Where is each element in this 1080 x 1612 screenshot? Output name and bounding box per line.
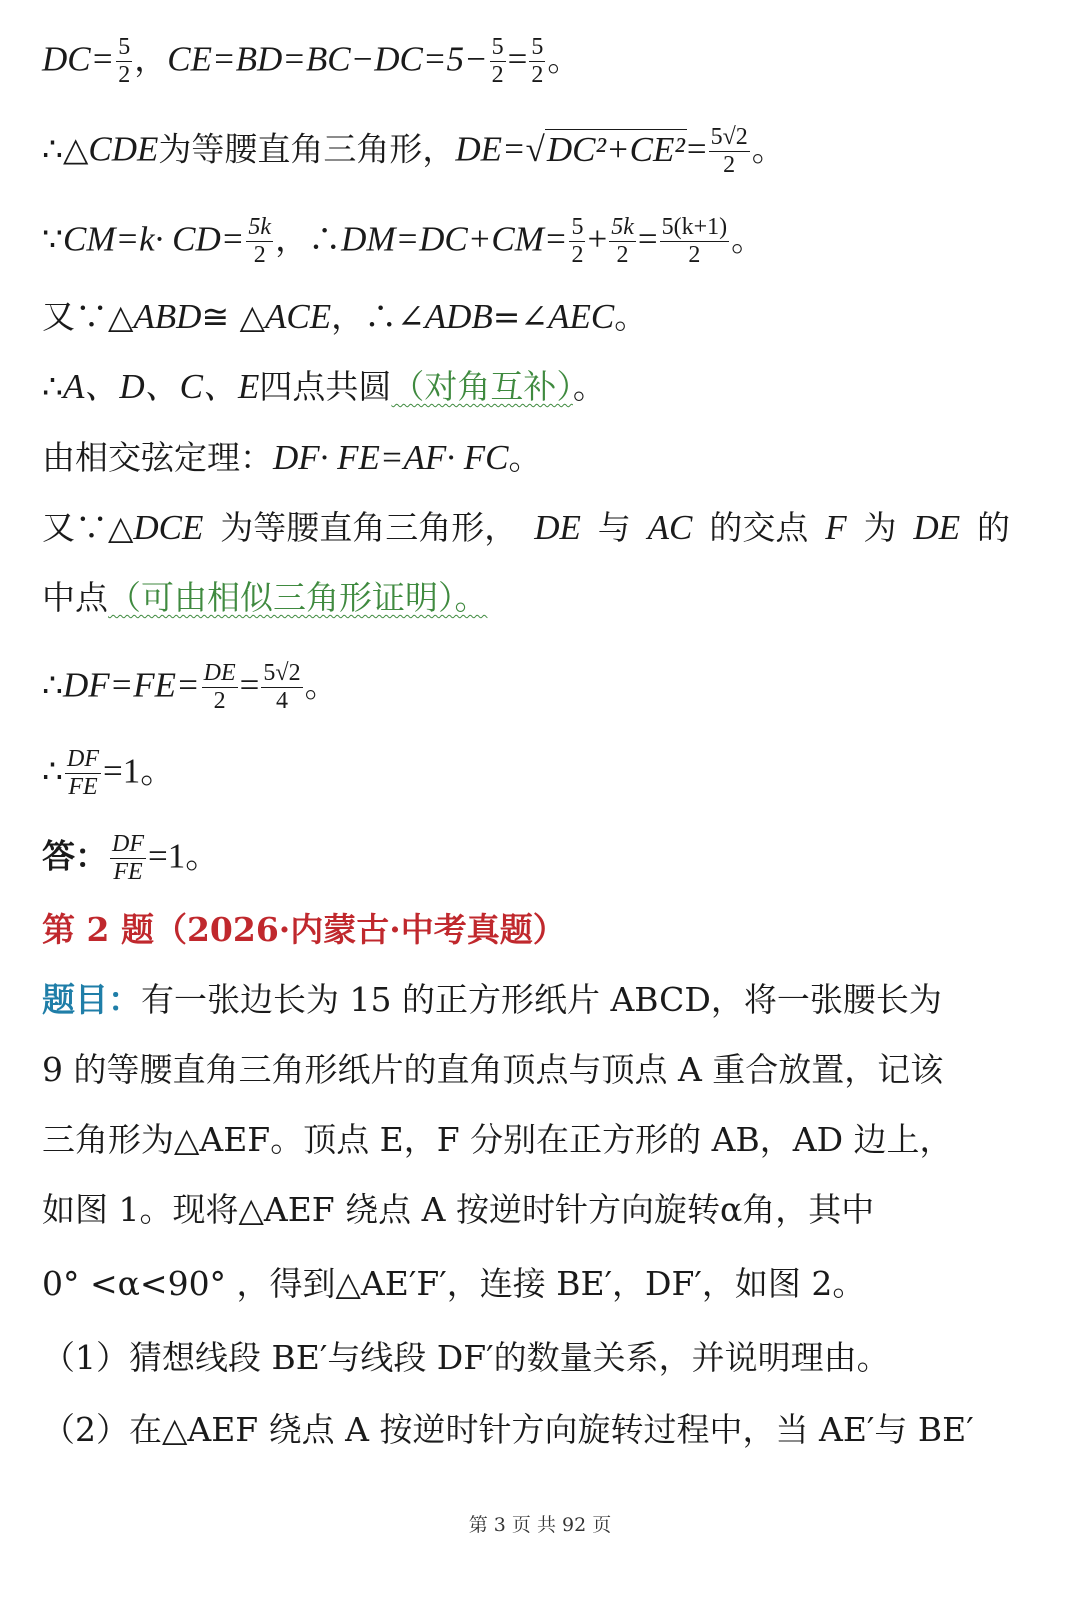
numerator: 5√2 xyxy=(263,660,301,686)
text: =1。 xyxy=(148,836,221,876)
fraction xyxy=(709,124,750,179)
denominator: 2 xyxy=(571,242,584,268)
answer-line xyxy=(42,831,220,886)
segment xyxy=(42,506,203,550)
text: DC= xyxy=(42,39,115,79)
text: 。 xyxy=(614,297,648,336)
text: =1。 xyxy=(103,751,176,791)
question-1: （1）猜想线段 BE′与线段 DF′的数量关系，并说明理由。 xyxy=(42,1338,890,1377)
text: 。 xyxy=(547,39,581,79)
text: AC xyxy=(647,508,693,547)
line-1 xyxy=(42,34,580,89)
problem-line-5: 0° <α<90° ，得到△AE′F′，连接 BE′，DF′，如图 2。 xyxy=(42,1264,866,1303)
numerator: DF xyxy=(112,831,144,857)
text: ADB xyxy=(424,297,493,336)
numerator: 5k xyxy=(611,214,634,240)
numerator: 5 xyxy=(531,34,544,60)
radicand: DC²+CE² xyxy=(546,129,685,169)
line-5 xyxy=(42,365,606,409)
therefore-symbol: ∴△ xyxy=(42,129,89,169)
line-4 xyxy=(42,295,647,339)
numerator: DE xyxy=(203,660,236,686)
denominator: 2 xyxy=(688,242,701,268)
text: ，∴∠ xyxy=(331,297,425,336)
question-2: （2）在△AEF 绕点 A 按逆时针方向旋转过程中，当 AE′与 BE′ xyxy=(42,1410,974,1449)
text: DE xyxy=(913,508,961,547)
fraction xyxy=(261,660,302,715)
text: 。 xyxy=(508,438,542,477)
fraction xyxy=(246,214,273,269)
text: 四点共圆 xyxy=(259,367,392,406)
text: ABD xyxy=(133,297,202,336)
fraction xyxy=(202,660,238,715)
problem-line-1 xyxy=(42,978,942,1022)
line-6 xyxy=(42,436,542,480)
fraction xyxy=(116,34,132,89)
page-footer: 第 3 页 共 92 页 xyxy=(468,1514,612,1536)
numerator: 5 xyxy=(118,34,131,60)
denominator: 2 xyxy=(253,242,266,268)
annotation-note: （对角互补） xyxy=(391,367,573,406)
text: = xyxy=(239,665,260,705)
denominator: 2 xyxy=(491,62,504,88)
line-10 xyxy=(42,746,175,801)
denominator: 4 xyxy=(275,688,288,714)
fraction xyxy=(529,34,545,89)
text: = xyxy=(637,219,658,259)
denominator: 2 xyxy=(213,688,226,714)
numerator: 5(k+1) xyxy=(661,214,728,240)
text: 又∵△ xyxy=(42,508,134,547)
therefore-symbol: ∴ xyxy=(42,367,63,406)
text: 。 xyxy=(572,367,606,406)
answer-label: 答： xyxy=(42,836,108,876)
numerator: 5√2 xyxy=(710,124,748,150)
text: = xyxy=(686,129,707,169)
line-7 xyxy=(42,506,1010,550)
text: CM=k· CD= xyxy=(63,219,245,259)
text: ≅ △ xyxy=(201,297,265,336)
text: CDE xyxy=(88,129,159,169)
numerator: 5k xyxy=(248,214,272,240)
text: ，∴ xyxy=(275,219,342,259)
fraction xyxy=(660,214,730,269)
fraction xyxy=(609,214,636,269)
problem-line-2: 9 的等腰直角三角形纸片的直角顶点与顶点 A 重合放置，记该 xyxy=(42,1050,944,1089)
line-9 xyxy=(42,660,338,715)
denominator: 2 xyxy=(118,62,131,88)
text: 。 xyxy=(751,129,785,169)
because-symbol: ∵ xyxy=(42,219,63,259)
text: + xyxy=(587,219,608,259)
problem-label: 题目： xyxy=(42,980,141,1019)
text: 的交点 xyxy=(709,508,809,547)
text: DCE xyxy=(133,508,204,547)
text: 为等腰直角三角形， xyxy=(220,508,518,547)
text: 中点 xyxy=(42,578,108,617)
text: F xyxy=(825,508,847,547)
fraction xyxy=(569,214,585,269)
text: = xyxy=(507,39,528,79)
text: DE= xyxy=(455,129,526,169)
line-3 xyxy=(42,214,764,269)
text: ACE xyxy=(264,297,332,336)
text: AEC xyxy=(548,297,615,336)
text: CE=BD=BC−DC=5− xyxy=(167,39,488,79)
text: 。 xyxy=(304,665,338,705)
text: 又∵△ xyxy=(42,297,134,336)
numerator: 5 xyxy=(571,214,584,240)
text: 与 xyxy=(597,508,631,547)
text: 。 xyxy=(731,219,765,259)
text: DF· FE=AF· FC xyxy=(273,438,509,477)
text: 由相交弦定理： xyxy=(42,438,273,477)
denominator: 2 xyxy=(616,242,629,268)
text: DM=DC+CM= xyxy=(341,219,568,259)
text: A、D、C、E xyxy=(63,367,260,406)
denominator: 2 xyxy=(531,62,544,88)
numerator: DF xyxy=(67,746,99,772)
denominator: 2 xyxy=(723,152,736,178)
fraction xyxy=(110,831,146,886)
line-8 xyxy=(42,576,488,620)
line-2 xyxy=(42,124,785,179)
denominator: FE xyxy=(68,774,98,800)
denominator: FE xyxy=(113,859,143,885)
therefore-symbol: ∴ xyxy=(42,751,63,791)
text: DF=FE= xyxy=(63,665,200,705)
fraction xyxy=(490,34,506,89)
text: 为等腰直角三角形， xyxy=(158,129,456,169)
annotation-note: （可由相似三角形证明）。 xyxy=(108,578,488,617)
text: 的 xyxy=(976,508,1010,547)
text: DE xyxy=(534,508,581,547)
numerator: 5 xyxy=(491,34,504,60)
problem-line-4: 如图 1。现将△AEF 绕点 A 按逆时针方向旋转α角，其中 xyxy=(42,1190,875,1229)
therefore-symbol: ∴ xyxy=(42,665,63,705)
fraction xyxy=(65,746,101,801)
text: 为 xyxy=(863,508,897,547)
text: =∠ xyxy=(492,297,549,336)
text: ， xyxy=(134,39,168,79)
text: 有一张边长为 15 的正方形纸片 ABCD，将一张腰长为 xyxy=(141,980,942,1019)
radical-sign: √ xyxy=(525,129,545,169)
problem-line-3: 三角形为△AEF。顶点 E，F 分别在正方形的 AB，AD 边上， xyxy=(42,1120,953,1159)
problem-heading: 第 2 题（2026·内蒙古·中考真题） xyxy=(42,910,566,949)
square-root xyxy=(526,128,687,172)
